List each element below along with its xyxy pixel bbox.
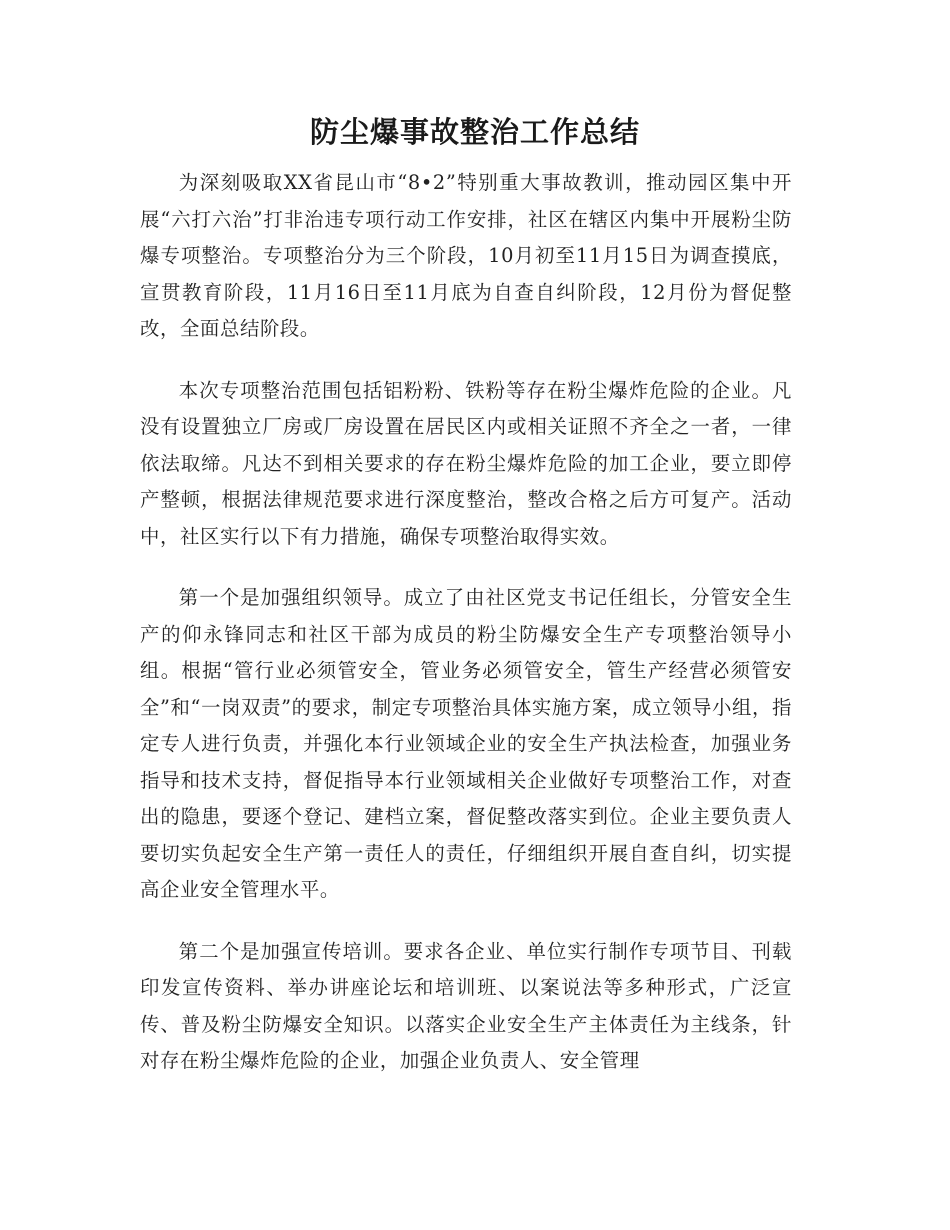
paragraph-scope: 本次专项整治范围包括铝粉粉、铁粉等存在粉尘爆炸危险的企业。凡没有设置独立厂房或厂房设置在居民区内或相关证照不齐全之一者，一律依法取缔。凡达不到相关要求的存在粉尘爆炸危险的加工企业，要立即停产整顿，根据法律规范要求进行深度整治，整改合格之后方可复产。活动中，社区实行以下有力措施，确保专项整治取得实效。 (140, 378, 792, 548)
paragraph-organization: 第一个是加强组织领导。成立了由社区党支书记任组长，分管安全生产的仰永锋同志和社区干部为成员的粉尘防爆安全生产专项整治领导小组。根据“管行业必须管安全，管业务必须管安全，管生产经营必须管安全”和“一岗双责”的要求，制定专项整治具体实施方案，成立领导小组，指定专人进行负责，并强化本行业领域企业的安全生产执法检查，加强业务指导和技术支持，督促指导本行业领域相关企业做好专项整治工作，对查出的隐患，要逐个登记、建档立案，督促整改落实到位。企业主要负责人要切实负起安全生产第一责任人的责任，仔细组织开展自查自纠，切实提高企业安全管理水平。 (140, 586, 792, 901)
paragraph-intro: 为深刻吸取XX省昆山市“8•2”特别重大事故教训，推动园区集中开展“六打六治”打非治违专项行动工作安排，社区在辖区内集中开展粉尘防爆专项整治。专项整治分为三个阶段，10月初至11月15日为调查摸底，宣贯教育阶段，11月16日至11月底为自查自纠阶段，12月份为督促整改，全面总结阶段。 (140, 171, 792, 340)
document-body (140, 165, 792, 1105)
document-title: 防尘爆事故整治工作总结 (309, 115, 640, 149)
paragraph-training: 第二个是加强宣传培训。要求各企业、单位实行制作专项节目、刊载印发宣传资料、举办讲座论坛和培训班、以案说法等多种形式，广泛宣传、普及粉尘防爆安全知识。以落实企业安全生产主体责任为主线条，针对存在粉尘爆炸危险的企业，加强企业负责人、安全管理 (140, 939, 792, 1072)
